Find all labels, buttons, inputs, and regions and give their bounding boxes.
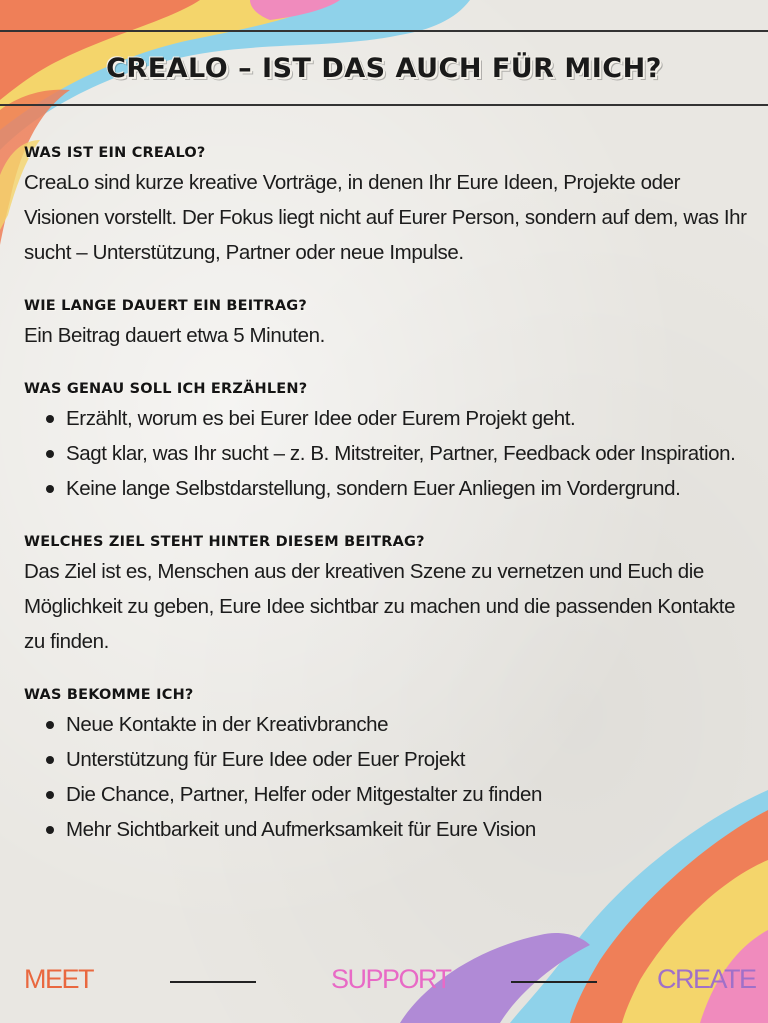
list-item: Neue Kontakte in der Kreativbranche [66, 707, 748, 742]
bullet-list [24, 401, 748, 506]
footer-divider [170, 981, 256, 983]
footer [0, 958, 768, 1002]
list-item: Sagt klar, was Ihr sucht – z. B. Mitstreiter, Partner, Feedback oder Inspiration. [66, 436, 748, 471]
content [24, 145, 748, 875]
section-text: Ein Beitrag dauert etwa 5 Minuten. [24, 324, 325, 347]
section-text: Das Ziel ist es, Menschen aus der kreativen Szene zu vernetzen und Euch die Möglichkeit zu geben, Eure Idee sichtbar zu machen und die passenden Kontakte zu finden. [24, 560, 736, 653]
title-bar [0, 30, 768, 106]
section-content [24, 381, 748, 506]
section-text: CreaLo sind kurze kreative Vorträge, in denen Ihr Eure Ideen, Projekte oder Visionen vorstellt. Der Fokus liegt nicht auf Eurer Person, sondern auf dem, was Ihr sucht – Unterstützung, Partner oder neue Impulse. [24, 171, 747, 264]
section-duration [24, 298, 748, 353]
list-item: Die Chance, Partner, Helfer oder Mitgestalter zu finden [66, 777, 748, 812]
section-heading: WELCHES ZIEL STEHT HINTER DIESEM BEITRAG? [24, 534, 425, 550]
footer-support: SUPPORT [331, 964, 451, 994]
section-heading: WAS IST EIN CREALO? [24, 145, 206, 161]
list-item: Erzählt, worum es bei Eurer Idee oder Eurem Projekt geht. [66, 401, 748, 436]
footer-meet: MEET [24, 964, 94, 994]
bullet-list [24, 707, 748, 847]
section-heading: WAS GENAU SOLL ICH ERZÄHLEN? [24, 381, 308, 397]
footer-create: CREATE [657, 964, 756, 994]
section-benefits [24, 687, 748, 847]
page-title: CREALO – IST DAS AUCH FÜR MICH? [106, 52, 662, 84]
section-what [24, 145, 748, 270]
section-goal [24, 534, 748, 659]
section-heading: WIE LANGE DAUERT EIN BEITRAG? [24, 298, 307, 314]
section-heading: WAS BEKOMME ICH? [24, 687, 194, 703]
footer-divider [511, 981, 597, 983]
list-item: Unterstützung für Eure Idee oder Euer Projekt [66, 742, 748, 777]
list-item: Keine lange Selbstdarstellung, sondern Euer Anliegen im Vordergrund. [66, 471, 748, 506]
list-item: Mehr Sichtbarkeit und Aufmerksamkeit für Eure Vision [66, 812, 748, 847]
